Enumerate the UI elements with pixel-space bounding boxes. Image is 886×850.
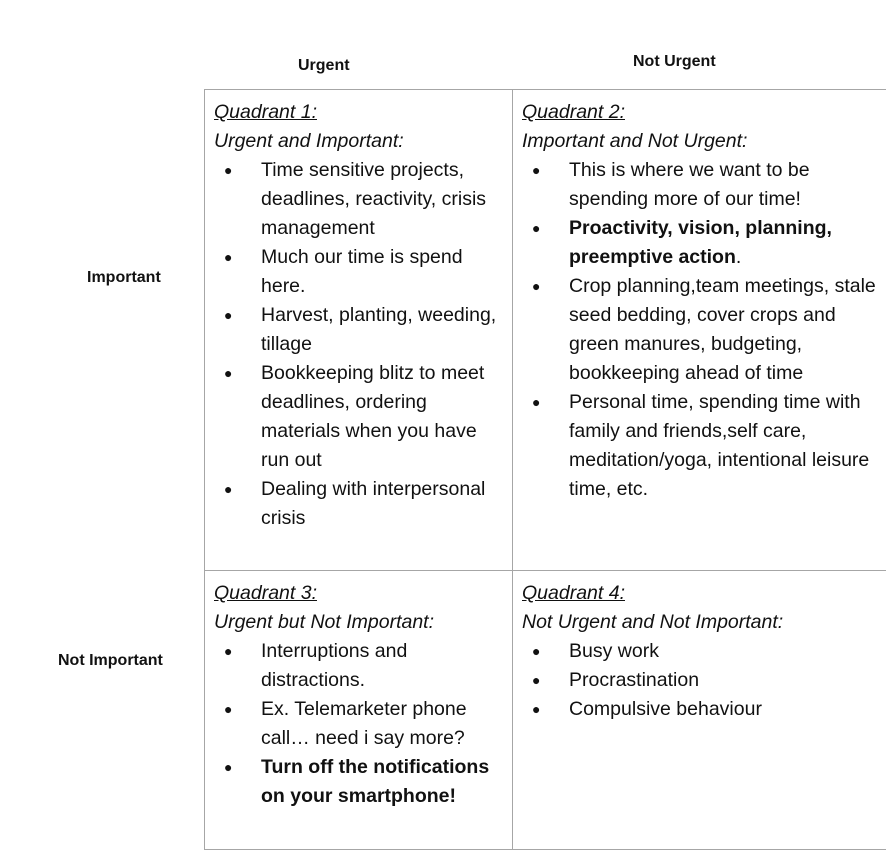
- list-item: ● Dealing with interpersonal crisis: [214, 475, 504, 533]
- row-header-important: Important: [87, 269, 161, 286]
- quadrant-4-title: Quadrant 4:: [522, 582, 625, 604]
- list-item: ● Busy work: [522, 637, 878, 666]
- quadrant-3-subtitle: Urgent but Not Important:: [214, 611, 435, 633]
- quadrant-1: [204, 89, 512, 570]
- quadrant-4: [512, 570, 886, 850]
- list-item: ● Crop planning,team meetings, stale seed bedding, cover crops and green manures, budgeting, bookkeeping ahead of time: [522, 272, 882, 388]
- list-item: [522, 214, 882, 272]
- row-header-not-important: Not Important: [58, 652, 163, 669]
- list-item: ● Bookkeeping blitz to meet deadlines, ordering materials when you have run out: [214, 359, 504, 475]
- list-item: ● Turn off the notifications on your smartphone!: [214, 753, 504, 811]
- quadrant-3-title: Quadrant 3:: [214, 582, 317, 604]
- list-item: ● Interruptions and distractions.: [214, 637, 504, 695]
- list-item: ● Harvest, planting, weeding, tillage: [214, 301, 504, 359]
- quadrant-1-subtitle: Urgent and Important:: [214, 130, 404, 152]
- list-item: ● Procrastination: [522, 666, 878, 695]
- list-item: ● This is where we want to be spending more of our time!: [522, 156, 882, 214]
- quadrant-2: [512, 89, 886, 570]
- column-header-not-urgent: Not Urgent: [633, 53, 716, 70]
- quadrant-2-title: Quadrant 2:: [522, 101, 625, 123]
- quadrant-4-list: [522, 637, 878, 724]
- list-item: ● Compulsive behaviour: [522, 695, 878, 724]
- column-header-urgent: Urgent: [298, 57, 350, 74]
- quadrant-2-subtitle: Important and Not Urgent:: [522, 130, 748, 152]
- list-item: ● Personal time, spending time with family and friends,self care, meditation/yoga, intentional leisure time, etc.: [522, 388, 882, 504]
- list-item-emphasis: Proactivity, vision, planning, preemptive action: [569, 217, 832, 268]
- quadrant-1-list: [214, 156, 504, 533]
- quadrant-4-subtitle: Not Urgent and Not Important:: [522, 611, 784, 633]
- quadrant-3-list: [214, 637, 504, 811]
- quadrant-2-list: [522, 156, 882, 504]
- list-item: ● Much our time is spend here.: [214, 243, 504, 301]
- quadrant-1-title: Quadrant 1:: [214, 101, 317, 123]
- list-item: ● Time sensitive projects, deadlines, reactivity, crisis management: [214, 156, 504, 243]
- quadrant-3: [204, 570, 512, 850]
- list-item: ● Ex. Telemarketer phone call… need i say more?: [214, 695, 504, 753]
- list-item-suffix: .: [735, 246, 742, 268]
